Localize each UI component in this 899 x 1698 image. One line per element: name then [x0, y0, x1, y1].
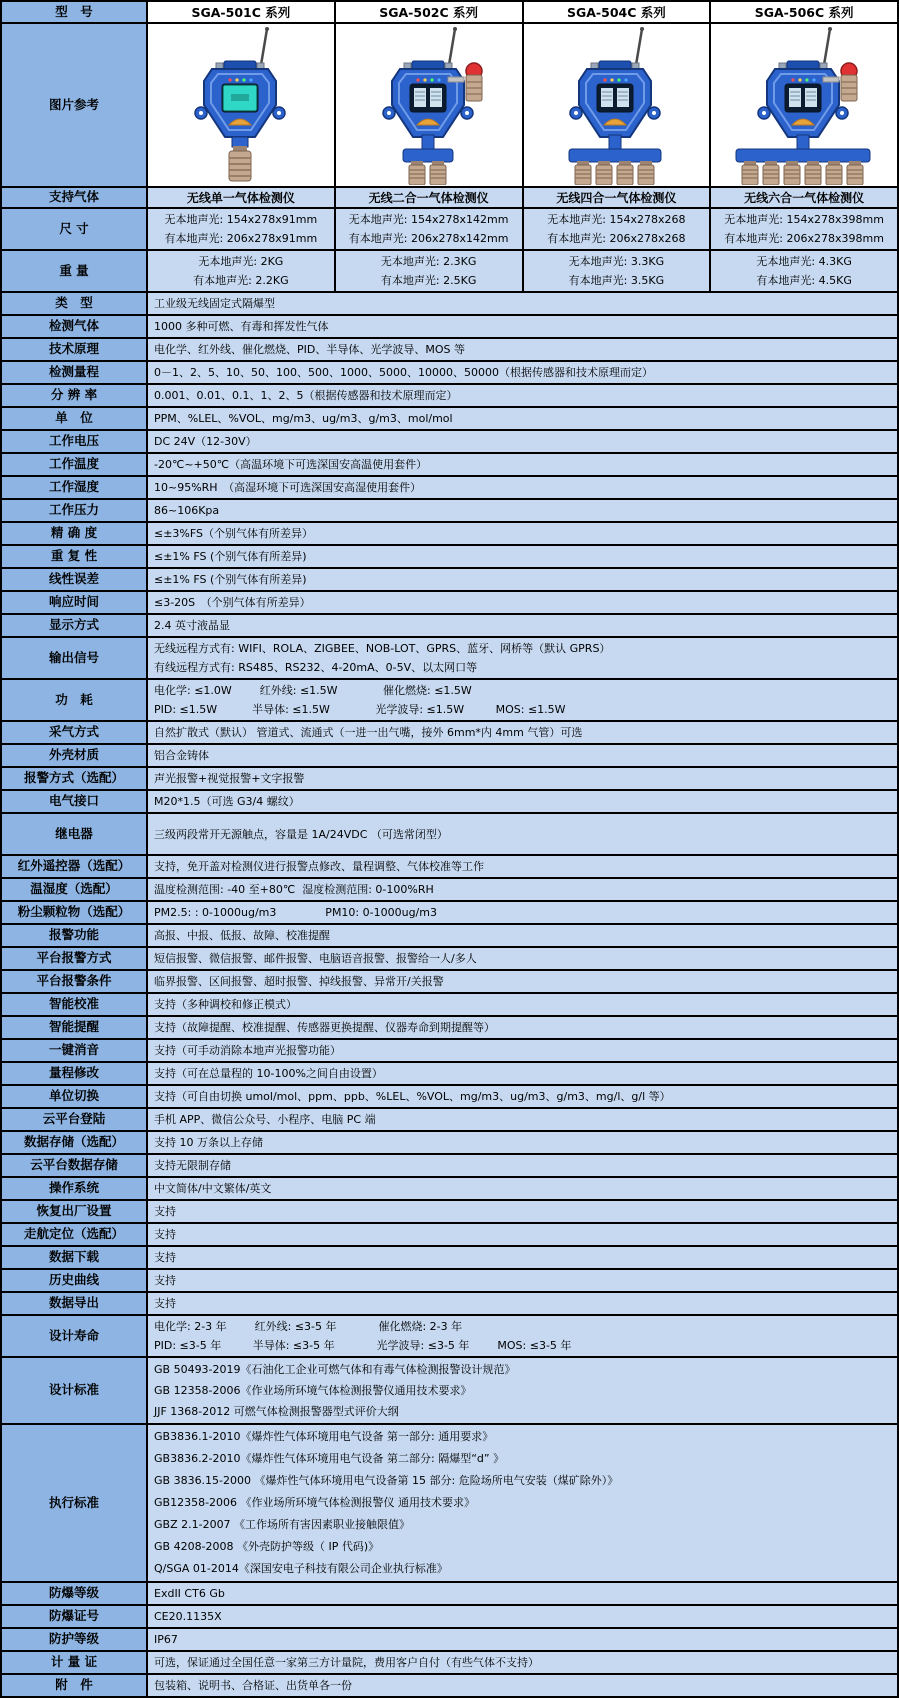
- spec-value: CE20.1135X: [154, 1610, 222, 1623]
- model-name-506c: SGA-506C 系列: [709, 2, 897, 22]
- spec-row-housing: [2, 745, 897, 768]
- spec-value: 短信报警、微信报警、邮件报警、电脑语音报警、报警给一人/多人: [154, 952, 477, 965]
- model-name-501c: SGA-501C 系列: [148, 2, 334, 22]
- gas-detector-506c-image: [715, 25, 893, 185]
- detector-image-cell-502c: [334, 24, 522, 186]
- spec-value: 支持 10 万条以上存储: [154, 1136, 263, 1149]
- spec-value: 工业级无线固定式隔爆型: [154, 297, 275, 310]
- spec-label: 精 确 度: [2, 523, 148, 544]
- spec-label: 单位切换: [2, 1086, 148, 1107]
- spec-value: DC 24V（12-30V）: [154, 435, 257, 448]
- model-header-row: [2, 2, 897, 24]
- spec-value: ExdII CT6 Gb: [154, 1587, 225, 1600]
- spec-value: 支持: [154, 1205, 176, 1218]
- spec-row-platform-alarm-mode: [2, 948, 897, 971]
- spec-label: 工作温度: [2, 454, 148, 475]
- spec-row-dust-option: [2, 902, 897, 925]
- spec-row-output-signal: [2, 638, 897, 680]
- spec-row-humidity: [2, 477, 897, 500]
- spec-label: 工作电压: [2, 431, 148, 452]
- spec-label: 历史曲线: [2, 1270, 148, 1291]
- spec-label: 智能提醒: [2, 1017, 148, 1038]
- gas-detector-504c-image: [527, 25, 705, 185]
- size-row: [2, 209, 897, 251]
- supported-gas-row: [2, 188, 897, 209]
- supported-gas-501c: 无线单一气体检测仪: [186, 191, 295, 205]
- spec-value: 电化学: 2-3 年 红外线: ≤3-5 年 催化燃烧: 2-3 年 PID: ≤3-5 年 半导体: ≤3-5 年 光学波导: ≤3-5 年 MOS: ≤3-5 年: [154, 1320, 572, 1352]
- spec-value: 支持（故障提醒、校准提醒、传感器更换提醒、仪器寿命到期提醒等）: [154, 1021, 495, 1034]
- detector-image-cell-506c: [709, 24, 897, 186]
- spec-label: 计 量 证: [2, 1652, 148, 1673]
- spec-row-accessories: [2, 1675, 897, 1696]
- spec-label: 外壳材质: [2, 745, 148, 766]
- spec-label: 执行标准: [2, 1425, 148, 1581]
- spec-value: 86~106Kpa: [154, 504, 220, 517]
- supported-gas-506c: 无线六合一气体检测仪: [709, 188, 897, 207]
- spec-label: 单 位: [2, 408, 148, 429]
- spec-row-sampling: [2, 722, 897, 745]
- spec-row-smart-calibration: [2, 994, 897, 1017]
- spec-value: 支持（可手动消除本地声光报警功能）: [154, 1044, 341, 1057]
- spec-row-history-curve: [2, 1270, 897, 1293]
- spec-label: 功 耗: [2, 680, 148, 720]
- spec-row-design-standard: [2, 1358, 897, 1425]
- spec-label: 量程修改: [2, 1063, 148, 1084]
- spec-value: 自然扩散式（默认） 管道式、流通式（一进一出气嘴，接外 6mm*内 4mm 气管）可选: [154, 726, 583, 739]
- spec-row-temperature: [2, 454, 897, 477]
- spec-value: 温度检测范围: -40 至+80℃ 湿度检测范围: 0-100%RH: [154, 883, 434, 896]
- size-501c: 无本地声光: 154x278x91mm 有本地声光: 206x278x91mm: [164, 213, 318, 245]
- spec-value: 1000 多种可燃、有毒和挥发性气体: [154, 320, 329, 333]
- spec-label: 平台报警方式: [2, 948, 148, 969]
- spec-row-data-storage: [2, 1132, 897, 1155]
- spec-row-cloud-login: [2, 1109, 897, 1132]
- spec-value: 支持，免开盖对检测仪进行报警点修改、量程调整、气体校准等工作: [154, 860, 484, 873]
- spec-label: 工作压力: [2, 500, 148, 521]
- spec-row-detected-gas: [2, 316, 897, 339]
- spec-row-response-time: [2, 592, 897, 615]
- spec-value: 手机 APP、微信公众号、小程序、电脑 PC 端: [154, 1113, 376, 1126]
- gas-detector-501c-image: [152, 25, 330, 185]
- spec-value: 支持（可在总量程的 10-100%之间自由设置）: [154, 1067, 383, 1080]
- size-506c: 无本地声光: 154x278x398mm 有本地声光: 206x278x398mm: [709, 209, 897, 249]
- spec-value: ≤±3%FS（个别气体有所差异）: [154, 527, 313, 540]
- spec-label: 工作湿度: [2, 477, 148, 498]
- spec-value: 0.001、0.01、0.1、1、2、5（根据传感器和技术原理而定）: [154, 389, 458, 402]
- spec-label: 云平台登陆: [2, 1109, 148, 1130]
- spec-row-factory-reset: [2, 1201, 897, 1224]
- weight-502c: 无本地声光: 2.3KG 有本地声光: 2.5KG: [334, 251, 522, 291]
- spec-label: 红外遥控器（选配）: [2, 856, 148, 877]
- spec-label: 采气方式: [2, 722, 148, 743]
- spec-label: 恢复出厂设置: [2, 1201, 148, 1222]
- spec-row-platform-alarm-condition: [2, 971, 897, 994]
- spec-row-display: [2, 615, 897, 638]
- spec-label: 电气接口: [2, 791, 148, 812]
- spec-label: 走航定位（选配）: [2, 1224, 148, 1245]
- spec-row-accuracy: [2, 523, 897, 546]
- spec-label: 数据下载: [2, 1247, 148, 1268]
- spec-label: 智能校准: [2, 994, 148, 1015]
- spec-row-voltage: [2, 431, 897, 454]
- spec-row-type: [2, 293, 897, 316]
- spec-row-power-consumption: [2, 680, 897, 722]
- supported-gas-502c: 无线二合一气体检测仪: [334, 188, 522, 207]
- spec-row-resolution: [2, 385, 897, 408]
- spec-row-data-export: [2, 1293, 897, 1316]
- detector-image-cell-501c: [148, 24, 334, 186]
- spec-value: 支持: [154, 1297, 176, 1310]
- spec-row-metrology-cert: [2, 1652, 897, 1675]
- spec-value: 包装箱、说明书、合格证、出货单各一份: [154, 1679, 352, 1692]
- spec-row-design-life: [2, 1316, 897, 1358]
- spec-row-os: [2, 1178, 897, 1201]
- size-504c: 无本地声光: 154x278x268 有本地声光: 206x278x268: [522, 209, 710, 249]
- spec-label: 防爆证号: [2, 1606, 148, 1627]
- weight-501c: 无本地声光: 2KG 有本地声光: 2.2KG: [193, 255, 289, 287]
- spec-value: IP67: [154, 1633, 178, 1646]
- weight-504c: 无本地声光: 3.3KG 有本地声光: 3.5KG: [522, 251, 710, 291]
- spec-value: 中文简体/中文繁体/英文: [154, 1182, 272, 1195]
- weight-row: [2, 251, 897, 293]
- spec-label: 分 辨 率: [2, 385, 148, 406]
- spec-label: 数据存储（选配）: [2, 1132, 148, 1153]
- spec-label: 附 件: [2, 1675, 148, 1696]
- spec-value: PPM、%LEL、%VOL、mg/m3、ug/m3、g/m3、mol/mol: [154, 412, 453, 425]
- spec-value: 2.4 英寸液晶显: [154, 619, 230, 632]
- spec-row-smart-reminder: [2, 1017, 897, 1040]
- gas-detector-502c-image: [340, 25, 518, 185]
- spec-value: ≤3-20S （个别气体有所差异）: [154, 596, 311, 609]
- spec-row-navigation: [2, 1224, 897, 1247]
- supported-gas-label: 支持气体: [2, 188, 148, 207]
- spec-row-relay: [2, 814, 897, 856]
- spec-value: -20℃~+50℃（高温环境下可选深国安高温使用套件）: [154, 458, 428, 471]
- size-502c: 无本地声光: 154x278x142mm 有本地声光: 206x278x142mm: [334, 209, 522, 249]
- spec-label: 检测量程: [2, 362, 148, 383]
- spec-row-unit: [2, 408, 897, 431]
- spec-label: 显示方式: [2, 615, 148, 636]
- spec-value: 临界报警、区间报警、超时报警、掉线报警、异常开/关报警: [154, 975, 444, 988]
- image-row: [2, 24, 897, 188]
- spec-label: 响应时间: [2, 592, 148, 613]
- size-label: 尺 寸: [2, 209, 148, 249]
- spec-value: ≤±1% FS (个别气体有所差异): [154, 550, 307, 563]
- spec-value: 支持: [154, 1274, 176, 1287]
- spec-value: 高报、中报、低报、故障、校准提醒: [154, 929, 330, 942]
- spec-row-range: [2, 362, 897, 385]
- spec-label: 操作系统: [2, 1178, 148, 1199]
- detector-image-cell-504c: [522, 24, 710, 186]
- weight-506c: 无本地声光: 4.3KG 有本地声光: 4.5KG: [709, 251, 897, 291]
- spec-row-explosion-proof-grade: [2, 1583, 897, 1606]
- spec-row-ir-remote: [2, 856, 897, 879]
- spec-row-alarm-mode: [2, 768, 897, 791]
- spec-value: 支持（可自由切换 umol/mol、ppm、ppb、%LEL、%VOL、mg/m3、ug/m3、g/m3、mg/l、g/l 等）: [154, 1090, 671, 1103]
- spec-label: 技术原理: [2, 339, 148, 360]
- spec-row-cloud-storage: [2, 1155, 897, 1178]
- spec-row-repeatability: [2, 546, 897, 569]
- model-name-502c: SGA-502C 系列: [334, 2, 522, 22]
- spec-label: 平台报警条件: [2, 971, 148, 992]
- spec-label: 云平台数据存储: [2, 1155, 148, 1176]
- spec-label: 一键消音: [2, 1040, 148, 1061]
- spec-value: 支持: [154, 1228, 176, 1241]
- spec-label: 检测气体: [2, 316, 148, 337]
- spec-value: 铝合金铸体: [154, 749, 209, 762]
- spec-row-principle: [2, 339, 897, 362]
- spec-value: 0－1、2、5、10、50、100、500、1000、5000、10000、50000（根据传感器和技术原理而定）: [154, 366, 653, 379]
- spec-label: 重 复 性: [2, 546, 148, 567]
- spec-row-range-modify: [2, 1063, 897, 1086]
- model-row-label: 型 号: [2, 2, 148, 22]
- spec-label: 报警功能: [2, 925, 148, 946]
- spec-label: 防护等级: [2, 1629, 148, 1650]
- spec-value: ≤±1% FS (个别气体有所差异): [154, 573, 307, 586]
- spec-value: 无线远程方式有: WIFI、ROLA、ZIGBEE、NOB-LOT、GPRS、蓝牙、网桥等（默认 GPRS） 有线远程方式有: RS485、RS232、4-20mA、0-5V、以太网口等: [154, 642, 611, 674]
- spec-label: 温湿度（选配）: [2, 879, 148, 900]
- spec-row-linearity: [2, 569, 897, 592]
- supported-gas-504c: 无线四合一气体检测仪: [522, 188, 710, 207]
- spec-label: 报警方式（选配）: [2, 768, 148, 789]
- spec-label: 继电器: [2, 814, 148, 854]
- spec-row-one-key-mute: [2, 1040, 897, 1063]
- spec-label: 类 型: [2, 293, 148, 314]
- spec-value: 电化学: ≤1.0W 红外线: ≤1.5W 催化燃烧: ≤1.5W PID: ≤1.5W 半导体: ≤1.5W 光学波导: ≤1.5W MOS: ≤1.5W: [154, 684, 566, 716]
- spec-label: 设计标准: [2, 1358, 148, 1423]
- spec-row-data-download: [2, 1247, 897, 1270]
- spec-value: 三级两段常开无源触点，容量是 1A/24VDC （可选常闭型）: [154, 827, 448, 841]
- model-name-504c: SGA-504C 系列: [522, 2, 710, 22]
- spec-value: 支持（多种调校和修正模式）: [154, 998, 297, 1011]
- spec-row-execution-standard: [2, 1425, 897, 1583]
- spec-value: PM2.5: : 0-1000ug/m3 PM10: 0-1000ug/m3: [154, 906, 437, 919]
- spec-value: 支持: [154, 1251, 176, 1264]
- spec-label: 输出信号: [2, 638, 148, 678]
- spec-value: GB3836.1-2010《爆炸性气体环境用电气设备 第一部分: 通用要求》 GB3836.2-2010《爆炸性气体环境用电气设备 第二部分: 隔爆型“d” 》 GB 3836.15-2000 《爆炸性气体环境用电气设备第 15 部分: 危险场所电气安装（煤矿除外）》 GB12358-2006 《作业场所环境气体检测报警仪 通用技术要求》 GBZ 2.1-2007 《工作场所有害因素职业接触限值》 GB 4208-2008 《外壳防护等级（ IP 代码)》 Q/SGA 01-2014《深国安电子科技有限公司企业执行标准》: [154, 1430, 619, 1575]
- spec-value: 10~95%RH （高湿环境下可选深国安高湿使用套件）: [154, 481, 422, 494]
- spec-row-unit-switch: [2, 1086, 897, 1109]
- spec-value: 支持无限制存储: [154, 1159, 231, 1172]
- spec-row-protection-grade: [2, 1629, 897, 1652]
- spec-label: 线性误差: [2, 569, 148, 590]
- weight-label: 重 量: [2, 251, 148, 291]
- spec-row-electrical-interface: [2, 791, 897, 814]
- spec-row-temp-humidity-option: [2, 879, 897, 902]
- spec-label: 数据导出: [2, 1293, 148, 1314]
- spec-row-pressure: [2, 500, 897, 523]
- spec-row-alarm-function: [2, 925, 897, 948]
- spec-label: 粉尘颗粒物（选配）: [2, 902, 148, 923]
- spec-row-explosion-proof-cert: [2, 1606, 897, 1629]
- spec-value: M20*1.5（可选 G3/4 螺纹）: [154, 795, 300, 808]
- spec-value: GB 50493-2019《石油化工企业可燃气体和有毒气体检测报警设计规范》 GB 12358-2006《作业场所环境气体检测报警仪通用技术要求》 JJF 1368-2012 可燃气体检测报警器型式评价大纲: [154, 1363, 516, 1418]
- spec-value: 电化学、红外线、催化燃烧、PID、半导体、光学波导、MOS 等: [154, 343, 465, 356]
- spec-value: 可选，保证通过全国任意一家第三方计量院，费用客户自付（有些气体不支持）: [154, 1656, 539, 1669]
- image-row-label: 图片参考: [2, 24, 148, 186]
- spec-value: 声光报警+视觉报警+文字报警: [154, 772, 305, 785]
- spec-label: 设计寿命: [2, 1316, 148, 1356]
- spec-label: 防爆等级: [2, 1583, 148, 1604]
